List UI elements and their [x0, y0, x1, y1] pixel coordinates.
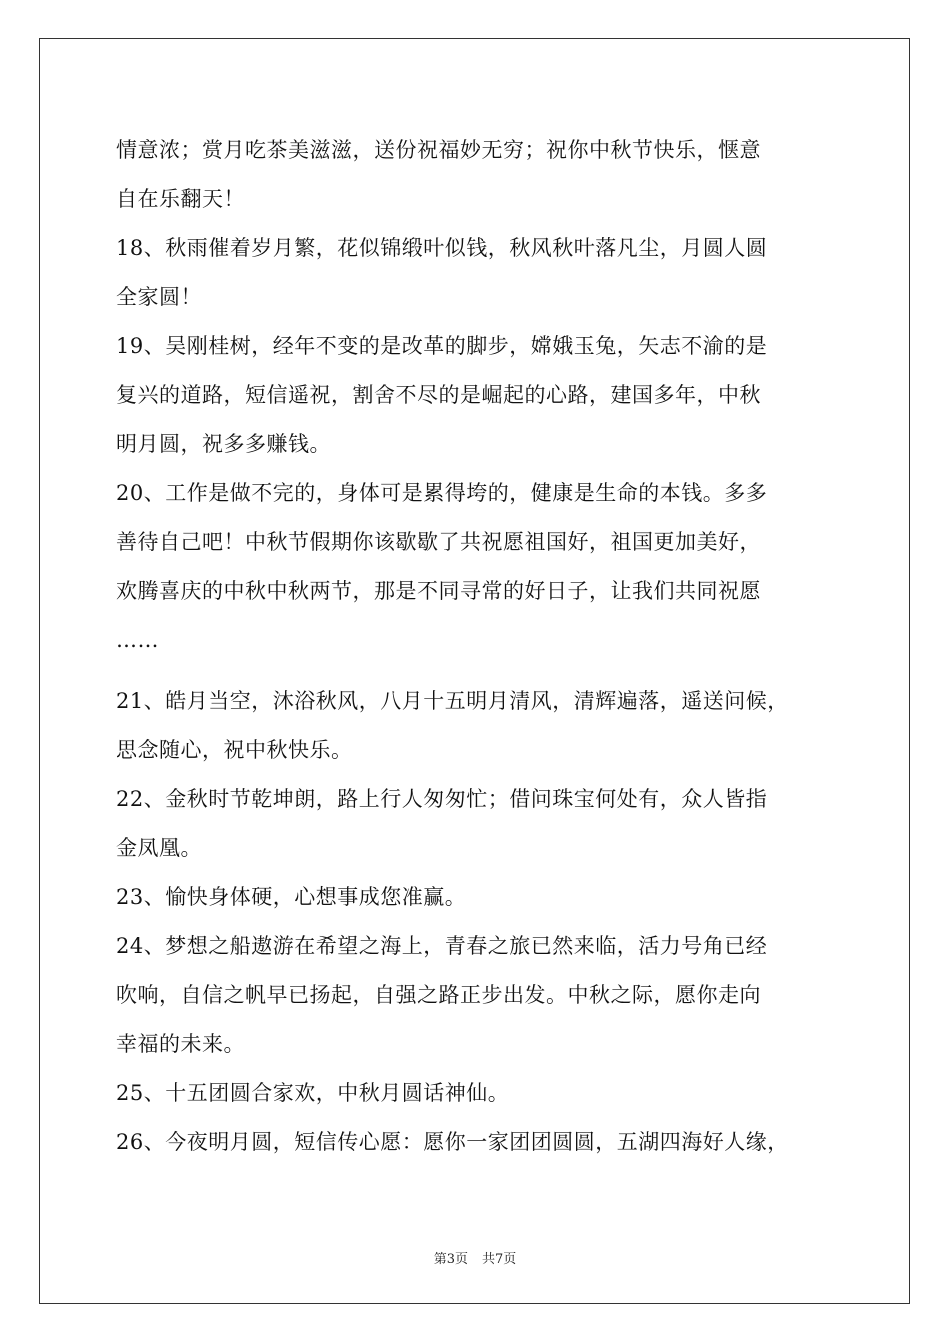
- text-line: 金凤凰。: [116, 836, 202, 860]
- text-line: 全家圆！: [116, 285, 202, 309]
- text-line: ……: [116, 628, 159, 652]
- page-footer: [0, 1248, 950, 1267]
- text-line: 19、吴刚桂树，经年不变的是改革的脚步，嫦娥玉兔，矢志不渝的是: [116, 334, 768, 358]
- text-line: 22、金秋时节乾坤朗，路上行人匆匆忙；借问珠宝何处有，众人皆指: [116, 787, 768, 811]
- text-line: 20、工作是做不完的，身体可是累得垮的，健康是生命的本钱。多多: [116, 481, 768, 505]
- text-line: 吹响，自信之帆早已扬起，自强之路正步出发。中秋之际，愿你走向: [116, 983, 761, 1007]
- text-line: 明月圆，祝多多赚钱。: [116, 432, 331, 456]
- text-line: 善待自己吧！中秋节假期你该歇歇了共祝愿祖国好，祖国更加美好，: [116, 530, 761, 554]
- text-line: 23、愉快身体硬，心想事成您准赢。: [116, 885, 467, 909]
- text-line: 自在乐翻天！: [116, 187, 245, 211]
- text-line: 18、秋雨催着岁月繁，花似锦缎叶似钱，秋风秋叶落凡尘，月圆人圆: [116, 236, 768, 260]
- paragraph-gap: [116, 665, 836, 677]
- page-total: 共7页: [482, 1252, 517, 1267]
- text-line: 情意浓；赏月吃茶美滋滋，送份祝福妙无穷；祝你中秋节快乐，惬意: [116, 138, 761, 162]
- text-line: 24、梦想之船遨游在希望之海上，青春之旅已然来临，活力号角已经: [116, 934, 768, 958]
- text-line: 21、皓月当空，沐浴秋风，八月十五明月清风，清辉遍落，遥送问候，: [116, 689, 789, 713]
- document-body: [116, 126, 836, 1167]
- text-line: 思念随心，祝中秋快乐。: [116, 738, 353, 762]
- text-line: 欢腾喜庆的中秋中秋两节，那是不同寻常的好日子，让我们共同祝愿: [116, 579, 761, 603]
- page-number: 第3页: [433, 1252, 468, 1267]
- text-line: 26、今夜明月圆，短信传心愿：愿你一家团团圆圆，五湖四海好人缘，: [116, 1130, 789, 1154]
- text-line: 幸福的未来。: [116, 1032, 245, 1056]
- text-line: 25、十五团圆合家欢，中秋月圆话神仙。: [116, 1081, 510, 1105]
- text-line: 复兴的道路，短信遥祝，割舍不尽的是崛起的心路，建国多年，中秋: [116, 383, 761, 407]
